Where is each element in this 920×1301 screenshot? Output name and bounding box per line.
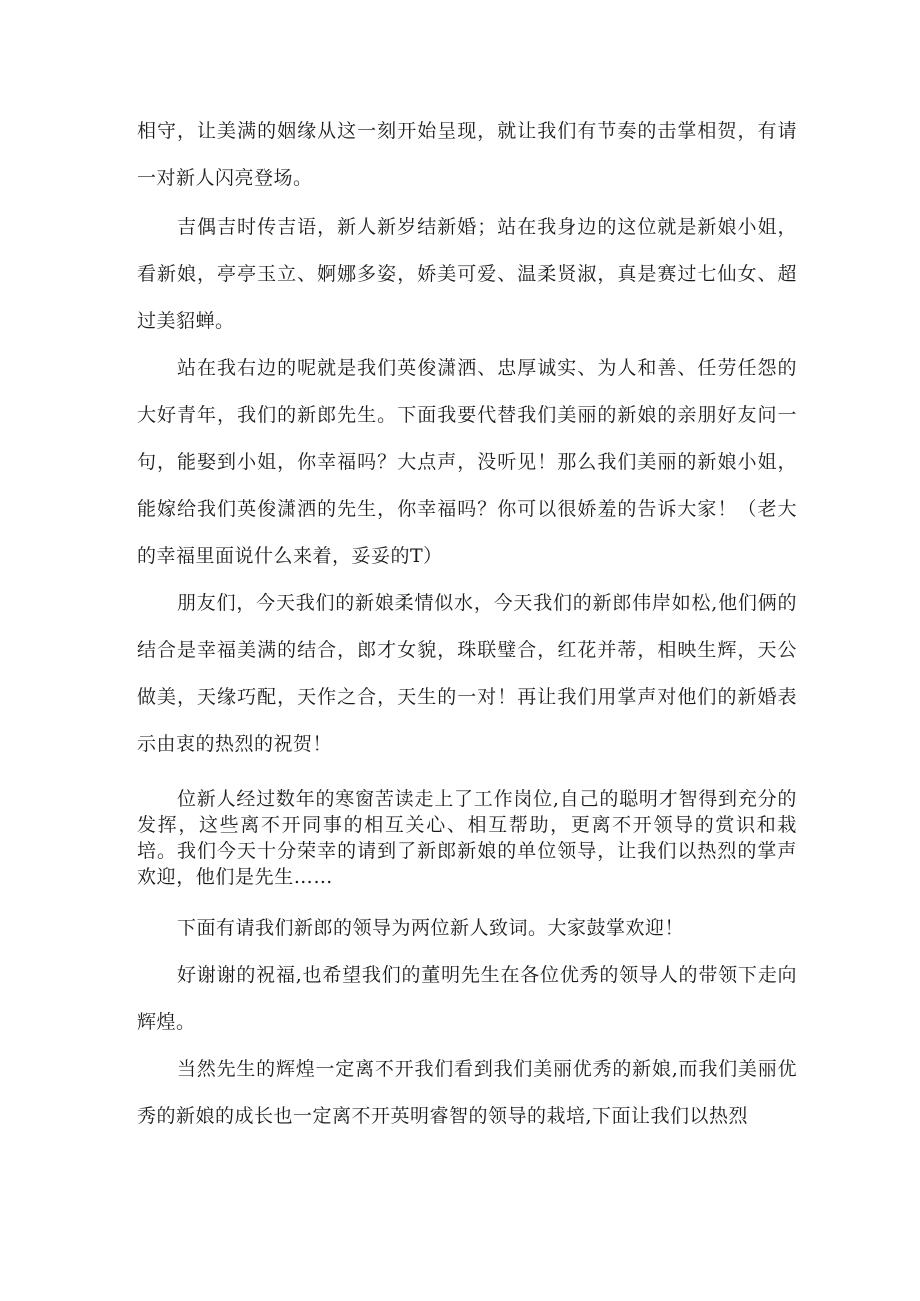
paragraph-5: 位新人经过数年的寒窗苦读走上了工作岗位,自己的聪明才智得到充分的发挥，这些离不开同事的相互关心、相互帮助，更离不开领导的赏识和栽培。我们今天十分荣幸的请到了新郎新娘的单位领导，让我们以热烈的掌声欢迎，他们是先生……	[137, 788, 797, 888]
paragraph-6: 下面有请我们新郎的领导为两位新人致词。大家鼓掌欢迎！	[177, 917, 685, 939]
paragraph-8: 当然先生的辉煌一定离不开我们看到我们美丽优秀的新娘,而我们美丽优秀的新娘的成长也一定离不开英明睿智的领导的栽培,下面让我们以热烈	[137, 1058, 797, 1127]
paragraph-7: 好谢谢的祝福,也希望我们的董明先生在各位优秀的领导人的带领下走向辉煌。	[137, 964, 797, 1033]
paragraph-4: 朋友们，今天我们的新娘柔情似水，今天我们的新郎伟岸如松,他们俩的结合是幸福美满的结合，郎才女貌，珠联璧合，红花并蒂，相映生辉，天公做美，天缘巧配，天作之合，天生的一对！再让我们用掌声对他们的新婚表示由衷的热烈的祝贺！	[137, 592, 797, 755]
document-page	[137, 108, 797, 1140]
paragraph-2: 吉偶吉时传吉语，新人新岁结新婚；站在我身边的这位就是新娘小姐，看新娘，亭亭玉立、婀娜多姿，娇美可爱、温柔贤淑，真是赛过七仙女、超过美貂蝉。	[137, 216, 797, 332]
paragraph-1: 相守，让美满的姻缘从这一刻开始呈现，就让我们有节奏的击掌相贺，有请一对新人闪亮登场。	[137, 120, 797, 189]
paragraph-3: 站在我右边的呢就是我们英俊潇洒、忠厚诚实、为人和善、任劳任怨的大好青年，我们的新郎先生。下面我要代替我们美丽的新娘的亲朋好友问一句，能娶到小姐，你幸福吗？大点声，没听见！那么我们美丽的新娘小姐，能嫁给我们英俊潇洒的先生，你幸福吗？你可以很娇羞的告诉大家！（老大的幸福里面说什么来着，妥妥的T）	[137, 357, 797, 567]
